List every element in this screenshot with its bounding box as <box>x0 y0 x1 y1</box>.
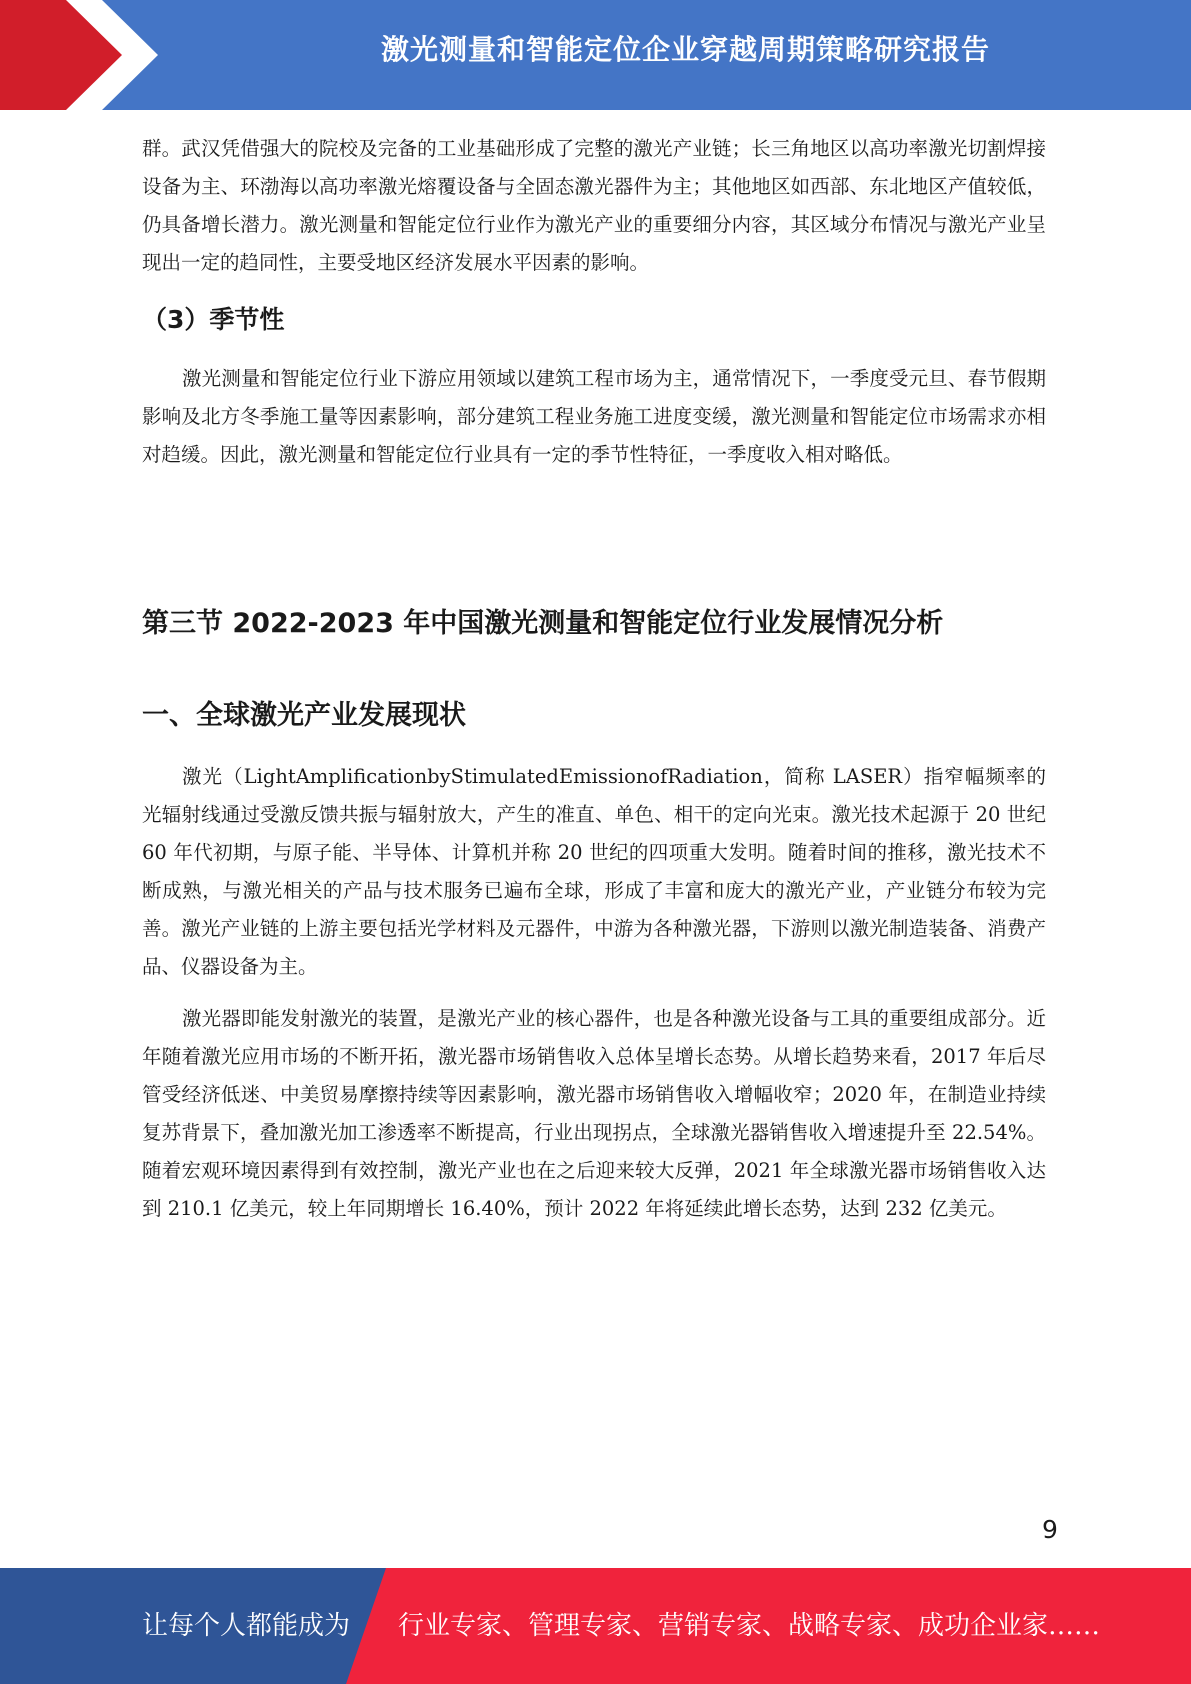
paragraph-laser-definition: 激光（LightAmplificationbyStimulatedEmissionofRadiation，简称 LASER）指窄幅频率的光辐射线通过受激反馈共振与辐射放大，产生的准直、单色、相干的定向光束。激光技术起源于 20 世纪 60 年代初期，与原子能、半导体、计算机并称 20 世纪的四项重大发明。随着时间的推移，激光技术不断成熟，与激光相关的产品与技术服务已遍布全球，形成了丰富和庞大的激光产业，产业链分布较为完善。激光产业链的上游主要包括光学材料及元器件，中游为各种激光器，下游则以激光制造装备、消费产品、仪器设备为主。 <box>142 765 1046 978</box>
heading-seasonality: （3）季节性 <box>142 305 285 334</box>
page-number: 9 <box>1042 1515 1058 1544</box>
footer-slogan-left: 让每个人都能成为 <box>142 1611 351 1641</box>
paragraph-regional-distribution: 群。武汉凭借强大的院校及完备的工业基础形成了完整的激光产业链；长三角地区以高功率激光切割焊接设备为主、环渤海以高功率激光熔覆设备与全固态激光器件为主；其他地区如西部、东北地区产值较低，仍具备增长潜力。激光测量和智能定位行业作为激光产业的重要细分内容，其区域分布情况与激光产业呈现出一定的趋同性，主要受地区经济发展水平因素的影响。 <box>142 137 1046 274</box>
footer-slogan-right: 行业专家、管理专家、营销专家、战略专家、成功企业家…… <box>398 1611 1101 1641</box>
page-footer <box>0 1568 1191 1684</box>
report-title: 激光测量和智能定位企业穿越周期策略研究报告 <box>380 33 990 66</box>
page-header <box>0 0 1191 110</box>
paragraph-seasonality: 激光测量和智能定位行业下游应用领域以建筑工程市场为主，通常情况下，一季度受元旦、春节假期影响及北方冬季施工量等因素影响，部分建筑工程业务施工进度变缓，激光测量和智能定位市场需求亦相对趋缓。因此，激光测量和智能定位行业具有一定的季节性特征，一季度收入相对略低。 <box>142 367 1046 466</box>
section-heading-3: 第三节 2022-2023 年中国激光测量和智能定位行业发展情况分析 <box>142 608 944 639</box>
heading-global-laser-industry: 一、全球激光产业发展现状 <box>142 700 466 731</box>
page-content <box>142 130 1046 1228</box>
paragraph-laser-market: 激光器即能发射激光的装置，是激光产业的核心器件，也是各种激光设备与工具的重要组成部分。近年随着激光应用市场的不断开拓，激光器市场销售收入总体呈增长态势。从增长趋势来看，2017 年后尽管受经济低迷、中美贸易摩擦持续等因素影响，激光器市场销售收入增幅收窄；2020 年，在制造业持续复苏背景下，叠加激光加工渗透率不断提高，行业出现拐点，全球激光器销售收入增速提升至 22.54%。随着宏观环境因素得到有效控制，激光产业也在之后迎来较大反弹，2021 年全球激光器市场销售收入达到 210.1 亿美元，较上年同期增长 16.40%，预计 2022 年将延续此增长态势，达到 232 亿美元。 <box>142 1007 1046 1220</box>
